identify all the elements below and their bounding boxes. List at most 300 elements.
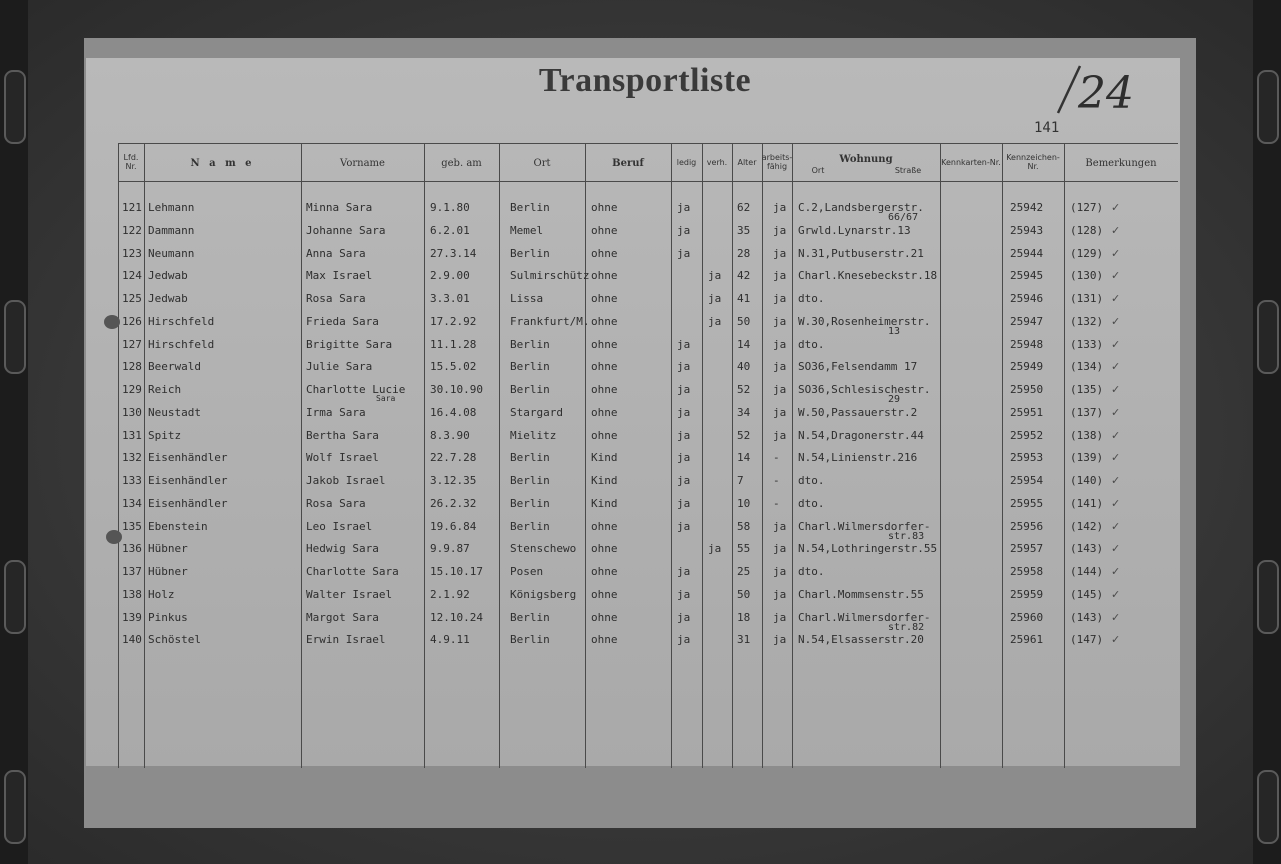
cell-nr: 129 [122, 383, 142, 396]
cell-kennzeichen: 25959 [1010, 587, 1044, 601]
cell-beruf: ohne [591, 383, 618, 396]
cell-name: Lehmann [148, 201, 195, 214]
table-row [118, 247, 1178, 269]
cell-beruf: ohne [591, 428, 618, 442]
cell-beruf: ohne [591, 405, 618, 419]
table-row [118, 292, 1178, 314]
check-mark-icon: ✓ [1111, 519, 1121, 533]
cell-wohnung-continuation: 13 [888, 325, 901, 337]
cell-ort: Berlin [510, 610, 550, 624]
cell-geb: 11.1.28 [430, 337, 477, 351]
check-mark-icon: ✓ [1111, 246, 1121, 260]
cell-vorname: Erwin Israel [306, 633, 386, 647]
cell-ort: Sulmirschütz [510, 269, 590, 283]
cell-beruf: ohne [591, 610, 618, 624]
cell-ort: Berlin [510, 496, 550, 510]
cell-vorname: Hedwig Sara [306, 542, 379, 556]
cell-geb: 16.4.08 [430, 405, 477, 419]
cell-kennzeichen: 25946 [1010, 292, 1044, 305]
table-row [118, 633, 1178, 655]
sprocket-hole [4, 560, 26, 634]
check-mark-icon: ✓ [1111, 360, 1121, 374]
cell-wohnung: Charl.Mommsenstr.55 [798, 587, 924, 601]
cell-beruf: ohne [591, 337, 618, 351]
cell-verh: ja [708, 269, 722, 283]
film-blemish [104, 315, 120, 329]
cell-bemerkung: (129) [1070, 246, 1104, 260]
cell-nr: 134 [122, 496, 142, 510]
cell-wohnung: dto. [798, 565, 825, 578]
cell-kennzeichen: 25953 [1010, 451, 1044, 465]
cell-name: Hübner [148, 565, 188, 578]
check-mark-icon: ✓ [1111, 451, 1121, 465]
cell-name: Jedwab [148, 269, 188, 283]
cell-vorname: Charlotte Sara [306, 565, 399, 578]
cell-ort: Posen [510, 565, 544, 578]
cell-wohnung: dto. [798, 474, 825, 487]
cell-name: Neumann [148, 246, 195, 260]
cell-wohnung: N.54,Lothringerstr.55 [798, 542, 938, 556]
cell-bemerkung: (144) [1070, 565, 1104, 578]
cell-name: Beerwald [148, 360, 201, 374]
cell-geb: 30.10.90 [430, 383, 483, 396]
cell-beruf: Kind [591, 474, 618, 487]
cell-kennzeichen: 25950 [1010, 383, 1044, 396]
cell-kennzeichen: 25951 [1010, 405, 1044, 419]
cell-geb: 2.9.00 [430, 269, 470, 283]
cell-nr: 122 [122, 223, 142, 237]
cell-geb: 9.1.80 [430, 201, 470, 214]
header-kennzeichen: Kennzeichen-Nr. [1006, 153, 1060, 171]
cell-kennzeichen: 25952 [1010, 428, 1044, 442]
cell-ledig: ja [677, 565, 691, 578]
table-row [118, 451, 1178, 473]
cell-ort: Stenschewo [510, 542, 577, 556]
cell-arbeit: ja [773, 587, 787, 601]
cell-arbeit: ja [773, 314, 787, 328]
cell-arbeit: ja [773, 223, 787, 237]
cell-nr: 133 [122, 474, 142, 487]
sprocket-hole [1257, 560, 1279, 634]
cell-ort: Berlin [510, 383, 550, 396]
cell-beruf: ohne [591, 314, 618, 328]
cell-nr: 136 [122, 542, 142, 556]
cell-alter: 18 [737, 610, 751, 624]
header-alter: Alter [737, 157, 757, 167]
check-mark-icon: ✓ [1111, 474, 1121, 487]
cell-beruf: ohne [591, 269, 618, 283]
cell-beruf: ohne [591, 542, 618, 556]
cell-ledig: ja [677, 246, 691, 260]
cell-nr: 125 [122, 292, 142, 305]
document-title: Transportliste [538, 62, 752, 99]
header-beruf: Beruf [612, 157, 644, 169]
cell-bemerkung: (143) [1070, 610, 1104, 624]
cell-wohnung: N.54,Linienstr.216 [798, 451, 918, 465]
cell-wohnung: dto. [798, 337, 825, 351]
cell-arbeit: ja [773, 633, 787, 647]
check-mark-icon: ✓ [1111, 201, 1121, 214]
cell-arbeit: ja [773, 383, 787, 396]
check-mark-icon: ✓ [1111, 428, 1121, 442]
cell-beruf: ohne [591, 201, 618, 214]
cell-ort: Stargard [510, 405, 563, 419]
table-row [118, 315, 1178, 337]
film-blemish [106, 530, 122, 544]
cell-vorname: Max Israel [306, 269, 373, 283]
cell-kennzeichen: 25947 [1010, 314, 1044, 328]
cell-alter: 55 [737, 542, 751, 556]
cell-geb: 26.2.32 [430, 496, 477, 510]
cell-wohnung: W.30,Rosenheimerstr. [798, 314, 931, 328]
cell-arbeit: - [773, 474, 780, 487]
cell-bemerkung: (138) [1070, 428, 1104, 442]
cell-ort: Berlin [510, 201, 550, 214]
handwritten-number [1050, 58, 1170, 138]
cell-bemerkung: (142) [1070, 519, 1104, 533]
header-wohnung-ort: Ort [811, 165, 825, 175]
cell-geb: 19.6.84 [430, 519, 477, 533]
cell-vorname: Leo Israel [306, 519, 373, 533]
cell-vorname: Wolf Israel [306, 451, 379, 465]
cell-kennzeichen: 25948 [1010, 337, 1044, 351]
cell-arbeit: ja [773, 292, 787, 305]
cell-nr: 128 [122, 360, 142, 374]
check-mark-icon: ✓ [1111, 383, 1121, 396]
table-row [118, 520, 1178, 542]
table-row [118, 269, 1178, 291]
cell-ledig: ja [677, 451, 691, 465]
check-mark-icon: ✓ [1111, 633, 1121, 647]
cell-wohnung: dto. [798, 292, 825, 305]
cell-ledig: ja [677, 519, 691, 533]
svg-text:24: 24 [1078, 68, 1134, 119]
table-row [118, 224, 1178, 246]
cell-name: Hübner [148, 542, 188, 556]
cell-kennzeichen: 25944 [1010, 246, 1044, 260]
cell-vorname: Brigitte Sara [306, 337, 393, 351]
cell-geb: 15.10.17 [430, 565, 483, 578]
cell-bemerkung: (147) [1070, 633, 1104, 647]
cell-vorname: Rosa Sara [306, 292, 366, 305]
cell-beruf: Kind [591, 451, 618, 465]
cell-name: Ebenstein [148, 519, 208, 533]
cell-nr: 126 [122, 314, 142, 328]
cell-wohnung: SO36,Felsendamm 17 [798, 360, 918, 374]
cell-ort: Berlin [510, 246, 550, 260]
cell-bemerkung: (135) [1070, 383, 1104, 396]
cell-bemerkung: (127) [1070, 201, 1104, 214]
cell-beruf: ohne [591, 360, 618, 374]
cell-alter: 41 [737, 292, 751, 305]
cell-kennzeichen: 25943 [1010, 223, 1044, 237]
cell-alter: 25 [737, 565, 751, 578]
cell-ledig: ja [677, 201, 691, 214]
cell-alter: 35 [737, 223, 751, 237]
header-vorname: Vorname [340, 157, 385, 169]
cell-kennzeichen: 25956 [1010, 519, 1044, 533]
cell-vorname: Margot Sara [306, 610, 379, 624]
cell-bemerkung: (139) [1070, 451, 1104, 465]
cell-wohnung: dto. [798, 496, 825, 510]
cell-vorname: Johanne Sara [306, 223, 386, 237]
cell-name: Eisenhändler [148, 496, 228, 510]
cell-name: Spitz [148, 428, 182, 442]
cell-kennzeichen: 25960 [1010, 610, 1044, 624]
cell-vorname: Charlotte Lucie [306, 383, 406, 396]
cell-ort: Memel [510, 223, 544, 237]
table-row [118, 474, 1178, 496]
cell-ort: Berlin [510, 633, 550, 647]
cell-name: Dammann [148, 223, 195, 237]
cell-beruf: ohne [591, 587, 618, 601]
cell-verh: ja [708, 292, 722, 305]
cell-alter: 14 [737, 451, 751, 465]
cell-nr: 140 [122, 633, 142, 647]
cell-ort: Berlin [510, 360, 550, 374]
cell-alter: 14 [737, 337, 751, 351]
cell-nr: 138 [122, 587, 142, 601]
cell-name: Jedwab [148, 292, 188, 305]
sprocket-hole [1257, 300, 1279, 374]
cell-bemerkung: (141) [1070, 496, 1104, 510]
cell-wohnung: Charl.Wilmersdorfer- [798, 519, 931, 533]
cell-kennzeichen: 25942 [1010, 201, 1044, 214]
cell-wohnung: Grwld.Lynarstr.13 [798, 223, 911, 237]
cell-ort: Berlin [510, 451, 550, 465]
cell-ort: Lissa [510, 292, 544, 305]
cell-beruf: Kind [591, 496, 618, 510]
cell-bemerkung: (145) [1070, 587, 1104, 601]
cell-arbeit: ja [773, 428, 787, 442]
table-row [118, 429, 1178, 451]
cell-beruf: ohne [591, 565, 618, 578]
cell-arbeit: - [773, 496, 780, 510]
cell-ort: Berlin [510, 474, 550, 487]
cell-vorname: Minna Sara [306, 201, 373, 214]
cell-alter: 52 [737, 428, 751, 442]
page-number: 141 [1034, 120, 1060, 136]
sprocket-hole [1257, 770, 1279, 844]
cell-vorname: Walter Israel [306, 587, 393, 601]
cell-geb: 3.12.35 [430, 474, 477, 487]
cell-bemerkung: (128) [1070, 223, 1104, 237]
cell-kennzeichen: 25961 [1010, 633, 1044, 647]
cell-name: Pinkus [148, 610, 188, 624]
cell-vorname: Jakob Israel [306, 474, 386, 487]
header-kennkarte: Kennkarten-Nr. [941, 157, 1001, 167]
cell-ledig: ja [677, 587, 691, 601]
cell-nr: 124 [122, 269, 142, 283]
cell-nr: 137 [122, 565, 142, 578]
cell-kennzeichen: 25949 [1010, 360, 1044, 374]
cell-verh: ja [708, 314, 722, 328]
cell-alter: 31 [737, 633, 751, 647]
cell-nr: 131 [122, 428, 142, 442]
cell-name: Hirschfeld [148, 314, 215, 328]
cell-nr: 121 [122, 201, 142, 214]
cell-ledig: ja [677, 428, 691, 442]
cell-geb: 6.2.01 [430, 223, 470, 237]
check-mark-icon: ✓ [1111, 496, 1121, 510]
cell-name: Neustadt [148, 405, 201, 419]
cell-alter: 28 [737, 246, 751, 260]
check-mark-icon: ✓ [1111, 610, 1121, 624]
cell-wohnung-continuation: 29 [888, 394, 901, 405]
cell-arbeit: ja [773, 565, 787, 578]
table-row [118, 611, 1178, 633]
cell-vorname: Irma Sara [306, 405, 366, 419]
cell-arbeit: ja [773, 519, 787, 533]
cell-bemerkung: (140) [1070, 474, 1104, 487]
cell-name: Schöstel [148, 633, 201, 647]
cell-ledig: ja [677, 360, 691, 374]
cell-geb: 4.9.11 [430, 633, 470, 647]
cell-arbeit: ja [773, 542, 787, 556]
cell-alter: 7 [737, 474, 744, 487]
header-nr: Lfd. Nr. [123, 153, 139, 171]
cell-ledig: ja [677, 633, 691, 647]
cell-name: Eisenhändler [148, 474, 228, 487]
cell-bemerkung: (133) [1070, 337, 1104, 351]
check-mark-icon: ✓ [1111, 542, 1121, 556]
cell-geb: 17.2.92 [430, 314, 477, 328]
cell-vorname: Bertha Sara [306, 428, 379, 442]
check-mark-icon: ✓ [1111, 314, 1121, 328]
cell-geb: 27.3.14 [430, 246, 477, 260]
table-row [118, 201, 1178, 223]
header-ort: Ort [533, 157, 551, 169]
cell-arbeit: - [773, 451, 780, 465]
table-row [118, 497, 1178, 519]
cell-arbeit: ja [773, 360, 787, 374]
cell-geb: 2.1.92 [430, 587, 470, 601]
cell-vorname: Frieda Sara [306, 314, 379, 328]
cell-alter: 58 [737, 519, 751, 533]
cell-alter: 50 [737, 587, 751, 601]
table-row [118, 383, 1178, 405]
check-mark-icon: ✓ [1111, 269, 1121, 283]
cell-arbeit: ja [773, 610, 787, 624]
cell-ort: Königsberg [510, 587, 577, 601]
cell-wohnung: W.50,Passauerstr.2 [798, 405, 918, 419]
cell-alter: 40 [737, 360, 751, 374]
cell-alter: 50 [737, 314, 751, 328]
cell-wohnung: SO36,Schlesischestr. [798, 383, 931, 396]
cell-geb: 8.3.90 [430, 428, 470, 442]
cell-name: Holz [148, 587, 175, 601]
cell-vorname: Rosa Sara [306, 496, 366, 510]
header-ledig: ledig [676, 157, 697, 167]
cell-ort: Mielitz [510, 428, 557, 442]
table-row [118, 565, 1178, 587]
cell-arbeit: ja [773, 405, 787, 419]
cell-geb: 3.3.01 [430, 292, 470, 305]
cell-bemerkung: (131) [1070, 292, 1104, 305]
cell-ort: Frankfurt/M. [510, 314, 590, 328]
check-mark-icon: ✓ [1111, 292, 1121, 305]
film-edge-left [0, 0, 28, 864]
cell-beruf: ohne [591, 246, 618, 260]
cell-wohnung: Charl.Wilmersdorfer- [798, 610, 931, 624]
table-row [118, 588, 1178, 610]
cell-nr: 123 [122, 246, 142, 260]
cell-beruf: ohne [591, 519, 618, 533]
cell-wohnung: N.54,Dragonerstr.44 [798, 428, 924, 442]
cell-ort: Berlin [510, 337, 550, 351]
cell-ledig: ja [677, 405, 691, 419]
check-mark-icon: ✓ [1111, 337, 1121, 351]
cell-bemerkung: (137) [1070, 405, 1104, 419]
cell-kennzeichen: 25957 [1010, 542, 1044, 556]
cell-ledig: ja [677, 610, 691, 624]
cell-ledig: ja [677, 337, 691, 351]
check-mark-icon: ✓ [1111, 405, 1121, 419]
transport-table [118, 143, 1178, 768]
cell-nr: 130 [122, 405, 142, 419]
header-name: N a m e [190, 157, 255, 169]
cell-alter: 42 [737, 269, 751, 283]
table-row [118, 360, 1178, 382]
cell-nr: 139 [122, 610, 142, 624]
cell-geb: 9.9.87 [430, 542, 470, 556]
sprocket-hole [4, 300, 26, 374]
cell-wohnung: C.2,Landsbergerstr. [798, 201, 924, 214]
check-mark-icon: ✓ [1111, 565, 1121, 578]
cell-arbeit: ja [773, 269, 787, 283]
cell-wohnung-continuation: str.83 [888, 530, 925, 542]
cell-vorname: Anna Sara [306, 246, 366, 260]
cell-beruf: ohne [591, 633, 618, 647]
cell-ort: Berlin [510, 519, 550, 533]
cell-bemerkung: (134) [1070, 360, 1104, 374]
cell-nr: 132 [122, 451, 142, 465]
header-wohnung-strasse: Straße [894, 165, 922, 175]
table-row [118, 542, 1178, 564]
header-verh: verh. [706, 157, 728, 167]
cell-bemerkung: (143) [1070, 542, 1104, 556]
cell-kennzeichen: 25954 [1010, 474, 1044, 487]
cell-ledig: ja [677, 223, 691, 237]
cell-alter: 52 [737, 383, 751, 396]
cell-bemerkung: (132) [1070, 314, 1104, 328]
cell-geb: 22.7.28 [430, 451, 477, 465]
cell-beruf: ohne [591, 292, 618, 305]
cell-arbeit: ja [773, 337, 787, 351]
sprocket-hole [4, 770, 26, 844]
cell-kennzeichen: 25958 [1010, 565, 1044, 578]
cell-wohnung-continuation: 66/67 [888, 212, 919, 223]
header-arbeitsfaehig: arbeits-fähig [761, 153, 793, 171]
header-bemerkungen: Bemerkungen [1085, 157, 1157, 169]
cell-ledig: ja [677, 496, 691, 510]
cell-wohnung: N.31,Putbuserstr.21 [798, 246, 924, 260]
cell-kennzeichen: 25955 [1010, 496, 1044, 510]
check-mark-icon: ✓ [1111, 223, 1121, 237]
cell-name: Eisenhändler [148, 451, 228, 465]
cell-nr: 127 [122, 337, 142, 351]
cell-alter: 62 [737, 201, 751, 214]
cell-ledig: ja [677, 383, 691, 396]
cell-vorname: Julie Sara [306, 360, 373, 374]
cell-arbeit: ja [773, 246, 787, 260]
table-row [118, 406, 1178, 428]
cell-name: Reich [148, 383, 182, 396]
cell-wohnung: Charl.Knesebeckstr.18 [798, 269, 938, 283]
cell-nr: 135 [122, 519, 142, 533]
cell-ledig: ja [677, 474, 691, 487]
cell-alter: 34 [737, 405, 751, 419]
